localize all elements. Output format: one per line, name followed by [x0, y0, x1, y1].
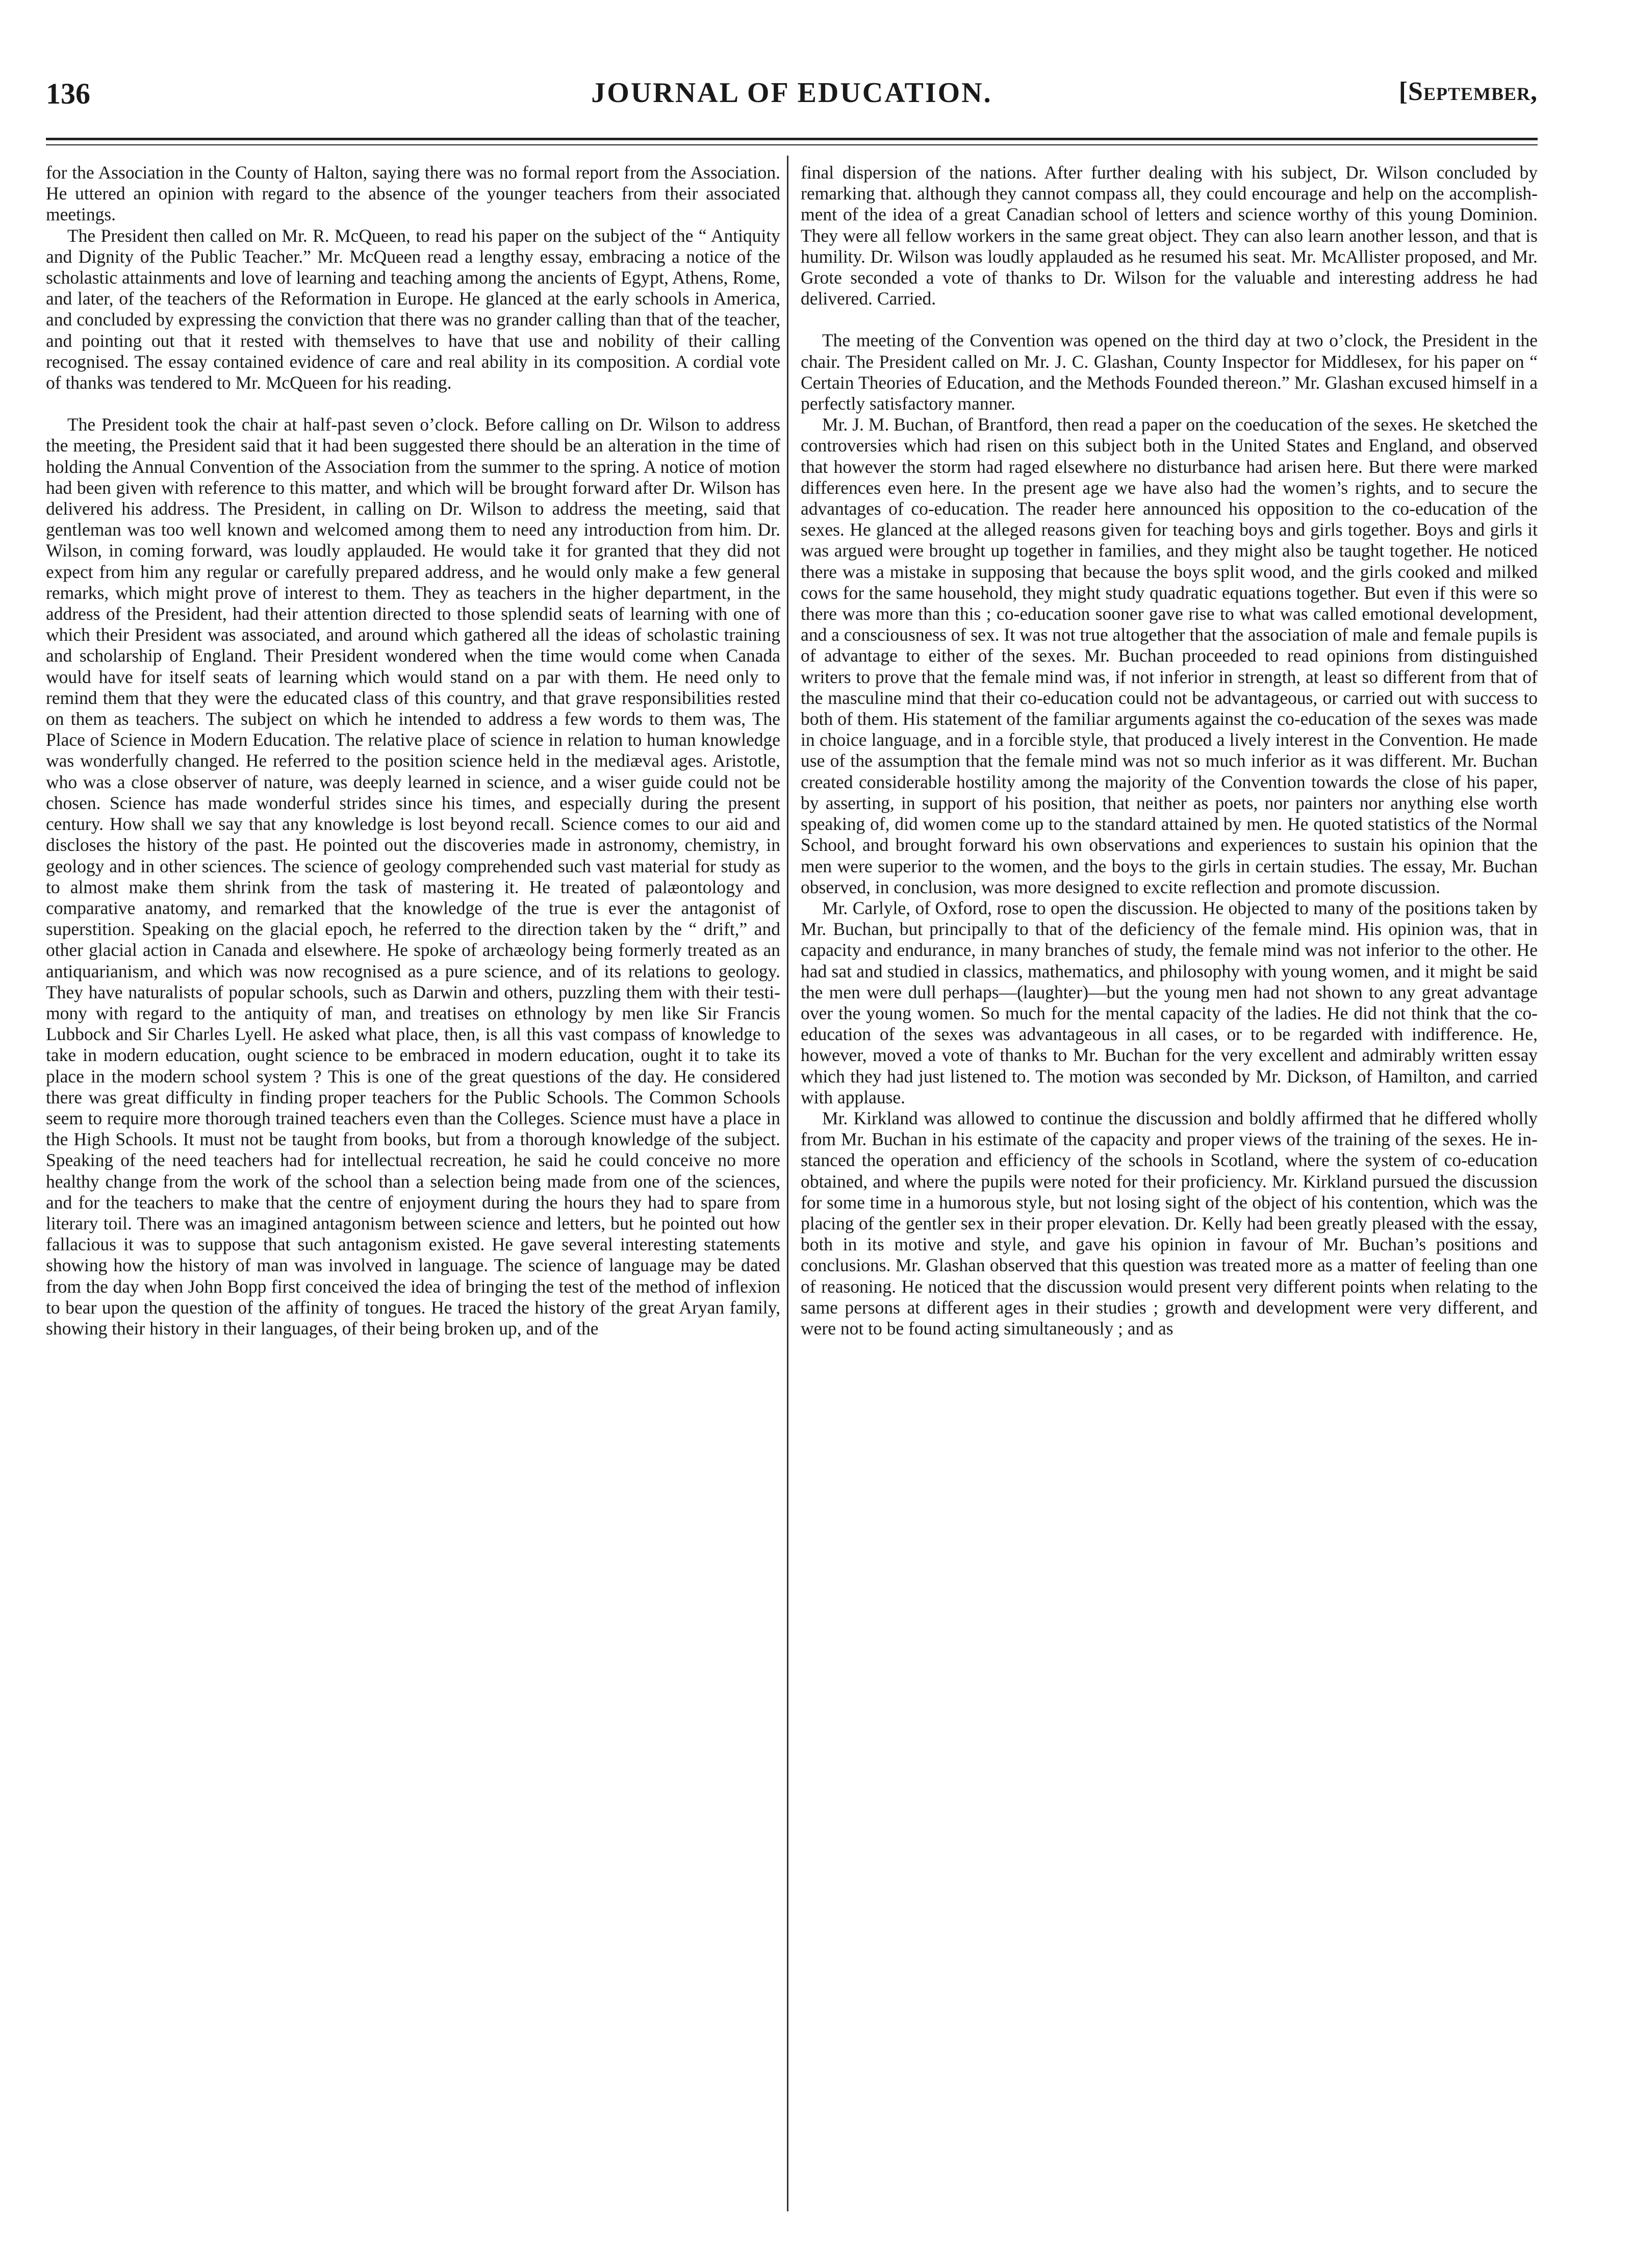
issue-month: [September, [1398, 77, 1538, 106]
right-paragraph-5: Mr. Kirkland was allowed to continue the discussion and boldly affirmed that he differed wholly from Mr. Buchan in his estimate of the capacity and proper views of the training of the sexes. He instanced the operation and efficiency of the schools in Scotland, where the system of co-education obtained, and where the pupils were noted for their proficiency. Mr. Kirkland pursued the discussion for some time in a humorous style, but not losing sight of the object of his contention, which was the placing of the gentler sex in their proper elevation. Dr. Kelly had been greatly pleased with the essay, both in its motive and style, and gave his opinion in favour of Mr. Buchan’s positions and conclusions. Mr. Glashan observed that this question was treated more as a matter of feeling than one of reasoning. He noticed that the discussion would present very different points when relating to the same persons at different ages in their studies ; growth and development were very different, and were not to be found acting simultaneously ; and as [801, 1107, 1538, 1339]
left-paragraph-1: for the Association in the County of Halton, saying there was no formal report from the Association. He uttered an opinion with regard to the absence of the younger teachers from their associated meetings. [46, 162, 780, 225]
right-paragraph-2: The meeting of the Convention was opened on the third day at two o’clock, the President in the chair. The President called on Mr. J. C. Glashan, County Inspector for Middlesex, for his paper on “ Certain Theories of Education, and the Methods Founded thereon.” Mr. Glashan excused himself in a perfectly satisfactory manner. [801, 330, 1538, 414]
column-divider [787, 156, 788, 2211]
page-number: 136 [46, 77, 90, 110]
left-paragraph-3: The President took the chair at half-past seven o’clock. Before calling on Dr. Wilson to address the meeting, the President said that it had been suggested there should be an alteration in the time of holding the Annual Convention of the Association from the summer to the spring. A notice of motion had been given with reference to this matter, and which will be brought forward after Dr. Wilson has delivered his address. The President, in calling on Dr. Wilson to address the meeting, said that gentleman was too well known and welcomed among them to need any introduction from him. Dr. Wilson, in coming forward, was loudly applauded. He would take it for granted that they did not expect from him any regular or carefully prepared address, and he would only make a few general remarks, which might prove of interest to them. They as teachers in the higher department, in the address of the President, had their attention directed to those splendid seats of learning with one of which their President was associated, and around which gathered all the ideas of scholastic training and scholarship of England. Their President wondered when the time would come when Canada would have for itself seats of learning which would stand on a par with them. He need only to remind them that they were the educated class of this country, and that grave responsibilities rested on them as teachers. The subject on which he intended to address a few words to them was, The Place of Science in Modern Education. The relative place of science in relation to human knowledge was wonderfully changed. He referred to the position science held in the mediæval ages. Aristotle, who was a close observer of nature, was deeply learned in science, and a wiser guide could not be chosen. Science has made wonderful strides since his times, and especially during the present century. How shall we say that any knowledge is lost beyond recall. Science comes to our aid and discloses the history of the past. He pointed out the discoveries made in astronomy, chemistry, in geology and in other sciences. The science of geology comprehended such vast material for study as to almost make them shrink from the task of mastering it. He treated of palæontology and comparative anatomy, and remarked that the knowledge of the true is ever the antagonist of superstition. Speaking on the glacial epoch, he referred to the direction taken by the “ drift,” and other glacial action in Canada and elsewhere. He spoke of archæology being formerly treated as an antiquarianism, and which was now recognised as a pure science, and of its relations to geology. They have naturalists of popular schools, such as Darwin and others, puzzling them with their testimony with regard to the antiquity of man, and treatises on ethnology by men like Sir Francis Lubbock and Sir Charles Lyell. He asked what place, then, is all this vast compass of knowledge to take in modern education, ought science to be embraced in modern education, ought it to take its place in the modern school system ? This is one of the great questions of the day. He considered there was great difficulty in finding proper teachers for the Public Schools. The Common Schools seem to require more thorough trained teachers even than the Colleges. Science must have a place in the High Schools. It must not be taught from books, but from a thorough knowledge of the subject. Speaking of the need teachers had for intellectual recreation, he said he could conceive no more healthy change from the work of the school than a selection being made from one of the sciences, and for the teachers to make that the centre of enjoyment during the hours they had to spare from literary toil. There was an imagined antagonism between science and letters, but he pointed out how fallacious it was to suppose that such antagonism existed. He gave several interesting statements showing how the history of man was involved in language. The science of language may be dated from the day when John Bopp first conceived the idea of bringing the test of the method of inflexion to bear upon the question of the affinity of tongues. He traced the history of the great Aryan family, showing their history in their languages, of their being broken up, and of the [46, 414, 780, 1339]
right-paragraph-1: final dispersion of the nations. After further dealing with his subject, Dr. Wilson concluded by remarking that. although they cannot compass all, they could encourage and help on the accomplishment of the idea of a great Canadian school of letters and science worthy of this young Dominion. They were all fellow workers in the same great object. They can also learn another lesson, and that is humility. Dr. Wilson was loudly applauded as he resumed his seat. Mr. McAllister proposed, and Mr. Grote seconded a vote of thanks to Dr. Wilson for the valuable and interesting address he had delivered. Carried. [801, 162, 1538, 309]
left-paragraph-2: The President then called on Mr. R. McQueen, to read his paper on the subject of the “ Antiquity and Dignity of the Public Teacher.” Mr. McQueen read a lengthy essay, embracing a notice of the scholastic attainments and love of learning and teaching among the ancients of Egypt, Athens, Rome, and later, of the teachers of the Reformation in Europe. He glanced at the early schools in America, and concluded by expressing the conviction that there was no grander calling than that of the teacher, and pointing out that it rested with themselves to have that use and nobility of their calling recognised. The essay contained evidence of care and real ability in its composition. A cordial vote of thanks was tendered to Mr. McQueen for his reading. [46, 225, 780, 393]
right-column [801, 162, 1538, 2208]
journal-title: JOURNAL OF EDUCATION. [591, 77, 992, 109]
right-paragraph-3: Mr. J. M. Buchan, of Brantford, then read a paper on the coeducation of the sexes. He sketched the controversies which had risen on this subject both in the United States and England, and observed that however the storm had raged elsewhere no disturbance had arisen here. But there were marked differences even here. In the present age we have also had the women’s rights, and to secure the advantages of co-education. The reader here announced his opposition to the co-education of the sexes. He glanced at the alleged reasons given for teaching boys and girls together. Boys and girls it was argued were brought up together in families, and they might also be taught together. He noticed there was a mistake in supposing that because the boys split wood, and the girls cooked and milked cows for the same household, they might study quadratic equations together. But even if this were so there was more than this ; co-education sooner gave rise to what was called emotional development, and a consciousness of sex. It was not true altogether that the association of male and female pupils is of advantage to either of the sexes. Mr. Buchan proceeded to read opinions from distinguished writers to prove that the female mind was, if not inferior in strength, at least so different from that of the masculine mind that their co-education could not be advantageous, or carried out with success to both of them. His statement of the familiar arguments against the co-education of the sexes was made in choice language, and in a forcible style, that produced a lively interest in the Convention. He made use of the assumption that the female mind was not so much inferior as it was different. Mr. Buchan created considerable hostility among the majority of the Convention towards the close of his paper, by asserting, in support of his position, that neither as poets, nor painters nor anything else worth speaking of, did women come up to the standard attained by men. He quoted statistics of the Normal School, and brought forward his own observations and experiences to sustain his opinion that the men were superior to the women, and the boys to the girls in certain studies. The essay, Mr. Buchan observed, in conclusion, was more designed to excite reflection and promote discussion. [801, 414, 1538, 897]
left-column [46, 162, 780, 2208]
page-header [46, 77, 1538, 133]
right-paragraph-4: Mr. Carlyle, of Oxford, rose to open the discussion. He objected to many of the positions taken by Mr. Buchan, but principally to that of the deficiency of the female mind. His opinion was, that in capacity and endurance, in many branches of study, the female mind was not inferior to the other. He had sat and studied in classics, mathematics, and philosophy with young women, and it might be said the men were dull perhaps—(laughter)—but the young men had not shown to any great advantage over the young women. So much for the mental capacity of the ladies. He did not think that the co-education of the sexes was advantageous in all cases, or to be regarded with indifference. He, however, moved a vote of thanks to Mr. Buchan for the very excellent and admirably written essay which they had just listened to. The motion was seconded by Mr. Dickson, of Hamilton, and carried with applause. [801, 897, 1538, 1107]
header-rule-thin [46, 144, 1538, 145]
header-rule-thick [46, 138, 1538, 140]
